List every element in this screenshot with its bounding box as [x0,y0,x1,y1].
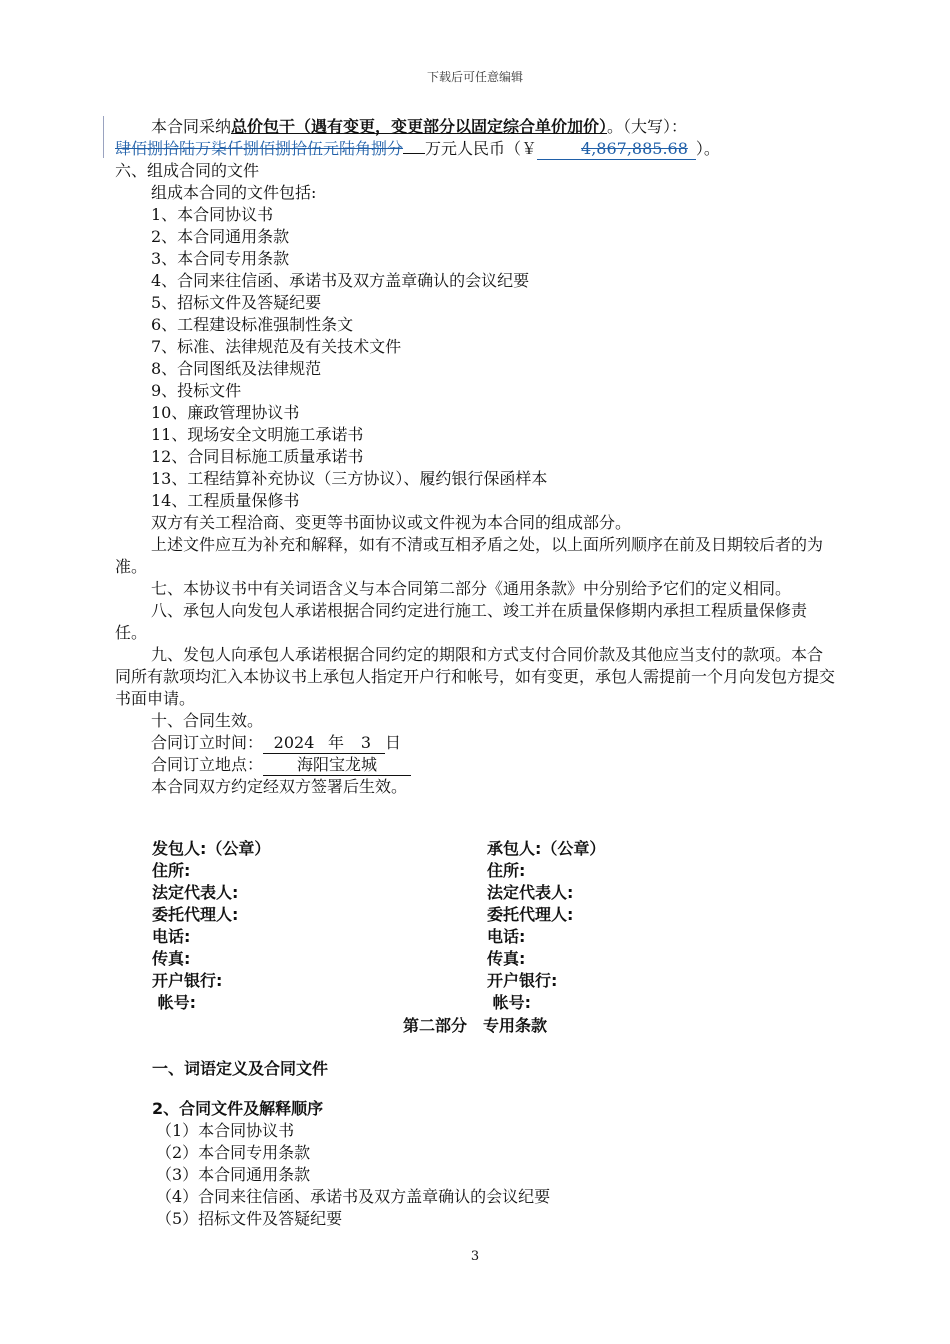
employer-legal-rep: 法定代表人: [152,883,239,902]
amount-blank [403,153,425,154]
list-item: （4）合同来往信函、承诺书及双方盖章确认的会议纪要 [156,1187,551,1206]
place-label: 合同订立地点： [151,755,264,774]
list-item: （2）本合同专用条款 [156,1143,311,1162]
list-item: 12、合同目标施工质量承诺书 [151,447,364,466]
list-item: 4、合同来往信函、承诺书及双方盖章确认的会议纪要 [151,271,530,290]
employer-address: 住所: [152,861,191,880]
section-2-heading: 2、合同文件及解释顺序 [152,1099,324,1118]
contractor-fax: 传真: [487,949,526,968]
amount-unit: 万元人民币（￥ [425,139,538,158]
list-item: 1、本合同协议书 [151,205,274,224]
list-item: 10、廉政管理协议书 [151,403,300,422]
clause-7: 七、本协议书中有关词语含义与本合同第二部分《通用条款》中分别给予它们的定义相同。 [151,579,792,598]
contractor-agent: 委托代理人: [487,905,574,924]
price-paragraph [115,116,837,160]
date-month: 3 [347,733,385,754]
place-value: 海阳宝龙城 [263,755,411,776]
docs-paragraph-2: 上述文件应互为补充和解释，如有不清或互相矛盾之处，以上面所列顺序在前及日期较后者的为准。 [115,535,824,576]
list-item: 2、本合同通用条款 [151,227,290,246]
contractor-bank: 开户银行: [487,971,558,990]
employer-agent: 委托代理人: [152,905,239,924]
list-item: 9、投标文件 [151,381,242,400]
contract-effect: 本合同双方约定经双方签署后生效。 [151,777,408,796]
date-year-unit: 年 [325,733,347,754]
contractor-address: 住所: [487,861,526,880]
contractor-signature [487,838,605,1014]
contractor-phone: 电话: [487,927,526,946]
section-1-heading: 一、词语定义及合同文件 [152,1059,329,1078]
list-item: （3）本合同通用条款 [156,1165,311,1184]
page-number: 3 [470,1249,480,1264]
contract-body [115,116,837,798]
employer-account: 帐号: [152,993,196,1012]
section-2 [152,1098,792,1230]
contract-place [115,754,837,776]
price-intro: 本合同采纳 [151,117,232,136]
list-item: （1）本合同协议书 [156,1121,295,1140]
page-header: 下载后可任意编辑 [426,70,523,84]
contractor-account: 帐号: [487,993,531,1012]
part2-title: 第二部分 专用条款 [402,1016,547,1035]
list-item: 5、招标文件及答疑纪要 [151,293,322,312]
contractor-seal: 承包人:（公章） [487,839,606,858]
amount-figures: 4,867,885.68 [537,139,696,160]
employer-seal: 发包人:（公章） [152,839,271,858]
clause-8: 八、承包人向发包人承诺根据合同约定进行施工、竣工并在质量保修期内承担工程质量保修责任。 [115,601,808,642]
list-item: 6、工程建设标准强制性条文 [151,315,354,334]
clause-9: 九、发包人向承包人承诺根据合同约定的期限和方式支付合同价款及其他应当支付的款项。本合同所有款项均汇入本协议书上承包人指定开户行和帐号，如有变更，承包人需提前一个月向发包方提交书面申请。 [115,645,836,708]
revision-bar [103,116,104,158]
docs-intro: 组成本合同的文件包括: [151,183,317,202]
docs-paragraph-1: 双方有关工程洽商、变更等书面协议或文件视为本合同的组成部分。 [151,513,632,532]
price-method: 总价包干（遇有变更，变更部分以固定综合单价加价） [231,117,608,136]
employer-phone: 电话: [152,927,191,946]
list-item: 14、工程质量保修书 [151,491,300,510]
contract-date [115,732,837,754]
list-item: 8、合同图纸及法律规范 [151,359,322,378]
date-day-unit: 日 [385,733,402,752]
list-item: 11、现场安全文明施工承诺书 [151,425,364,444]
date-label: 合同订立时间： [151,733,264,752]
list-item: 13、工程结算补充协议（三方协议）、履约银行保函样本 [151,469,548,488]
list-item: （5）招标文件及答疑纪要 [156,1209,343,1228]
date-year: 2024 [263,733,325,754]
employer-bank: 开户银行: [152,971,223,990]
list-item: 7、标准、法律规范及有关技术文件 [151,337,402,356]
amount-in-words: 肆佰捌拾陆万柒仟捌佰捌拾伍元陆角捌分 [115,139,404,158]
contractor-legal-rep: 法定代表人: [487,883,574,902]
employer-fax: 传真: [152,949,191,968]
clause-10: 十、合同生效。 [151,711,264,730]
amount-close: ）。 [695,139,720,158]
price-after: 。（大写）： [607,117,688,136]
list-item: 3、本合同专用条款 [151,249,290,268]
employer-signature [152,838,270,1014]
docs-heading: 六、组成合同的文件 [115,161,260,180]
